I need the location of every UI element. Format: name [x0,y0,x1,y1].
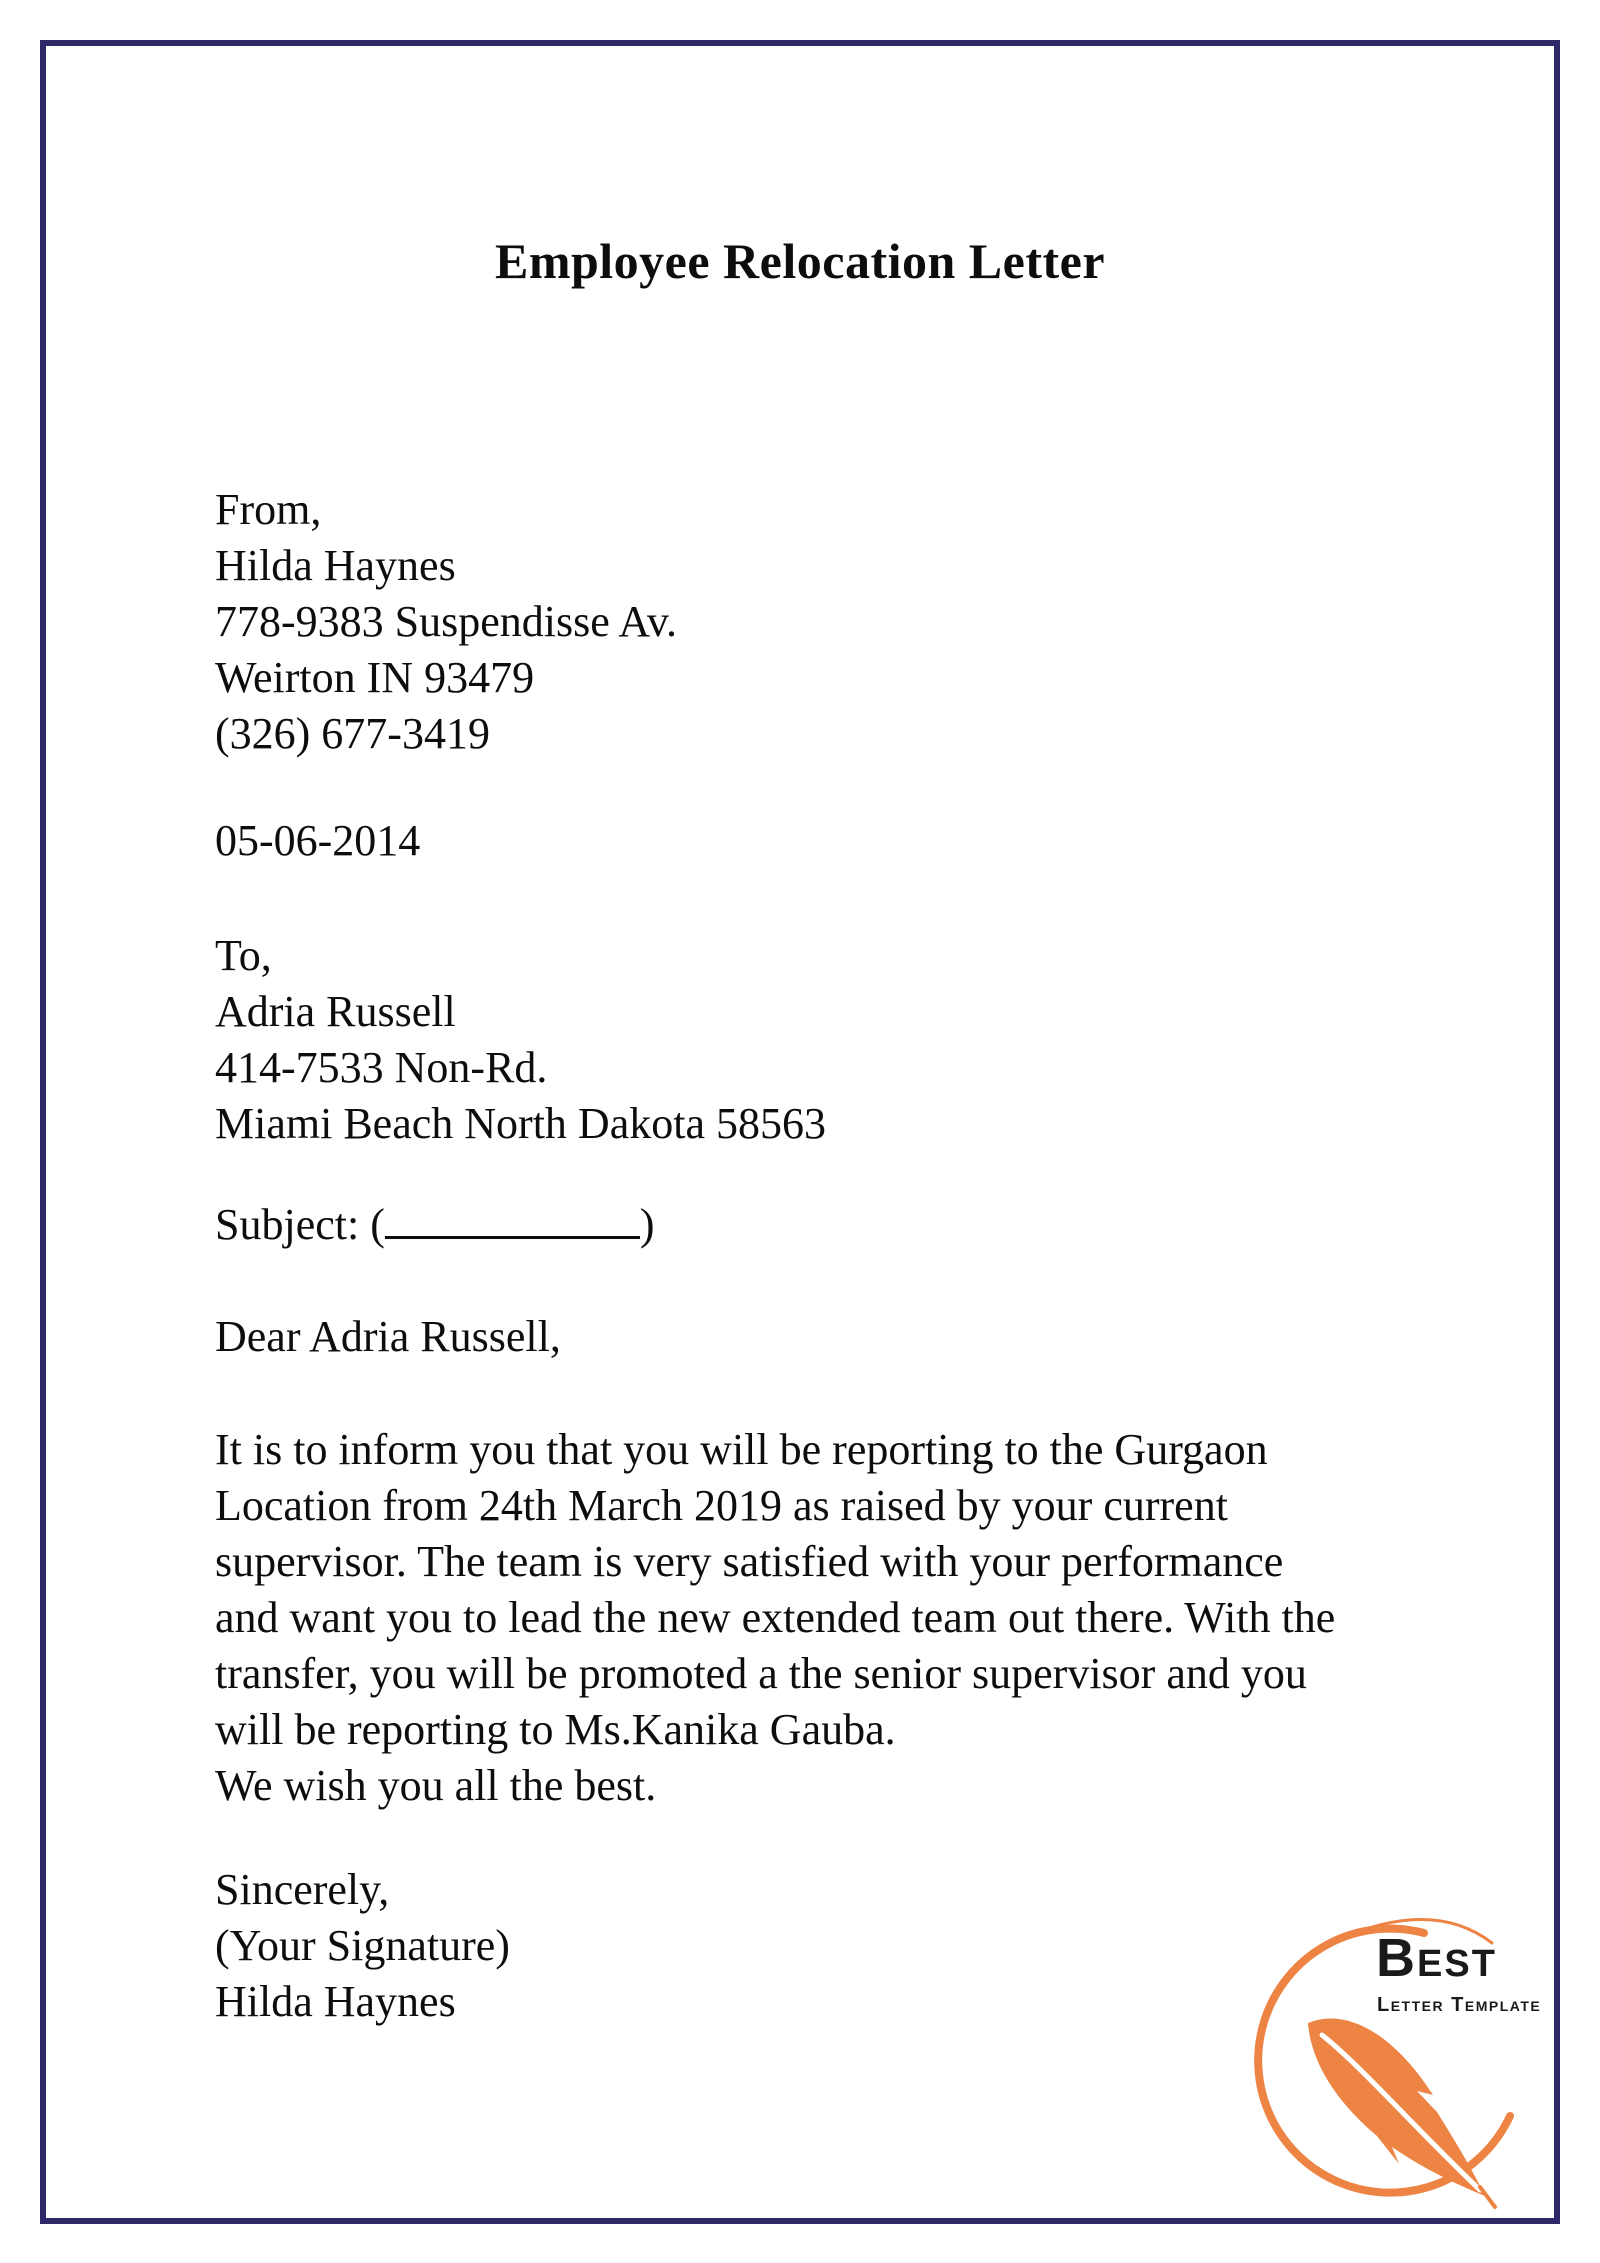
subject-suffix: ) [639,1200,655,1249]
recipient-name: Adria Russell [215,987,456,1036]
body-line: and want you to lead the new extended team out there. With the [215,1593,1336,1642]
logo-tagline-text: Letter Template [1377,1994,1542,2016]
body-line: It is to inform you that you will be reporting to the Gurgaon [215,1425,1268,1474]
from-label: From, [215,485,322,534]
body-line: will be reporting to Ms.Kanika Gauba. [215,1705,896,1754]
subject-line [215,1196,655,1253]
logo-brand-text: Best [1376,1928,1497,1988]
best-letter-template-logo [1240,1895,1560,2215]
letter-body [215,1422,1335,1814]
sender-name: Hilda Haynes [215,541,456,590]
recipient-street: 414-7533 Non-Rd. [215,1043,548,1092]
letter-date: 05-06-2014 [215,816,421,865]
body-line: Location from 24th March 2019 as raised by your current [215,1481,1228,1530]
sender-phone: (326) 677-3419 [215,709,490,758]
to-label: To, [215,931,272,980]
sender-address-block [215,482,677,762]
body-line: transfer, you will be promoted a the senior supervisor and you [215,1649,1307,1698]
closing-block [215,1862,510,2030]
closing-sincerely: Sincerely, [215,1865,390,1914]
subject-blank-underline [385,1196,640,1239]
recipient-city: Miami Beach North Dakota 58563 [215,1099,826,1148]
body-line: supervisor. The team is very satisfied with your performance [215,1537,1284,1586]
body-line: We wish you all the best. [215,1761,657,1810]
recipient-address-block [215,928,826,1152]
salutation: Dear Adria Russell, [215,1312,561,1361]
letter-title: Employee Relocation Letter [494,233,1106,289]
closing-sender-name: Hilda Haynes [215,1977,456,2026]
sender-city: Weirton IN 93479 [215,653,535,702]
closing-signature-placeholder: (Your Signature) [215,1921,510,1970]
subject-prefix: Subject: ( [215,1200,385,1249]
sender-street: 778-9383 Suspendisse Av. [215,597,677,646]
